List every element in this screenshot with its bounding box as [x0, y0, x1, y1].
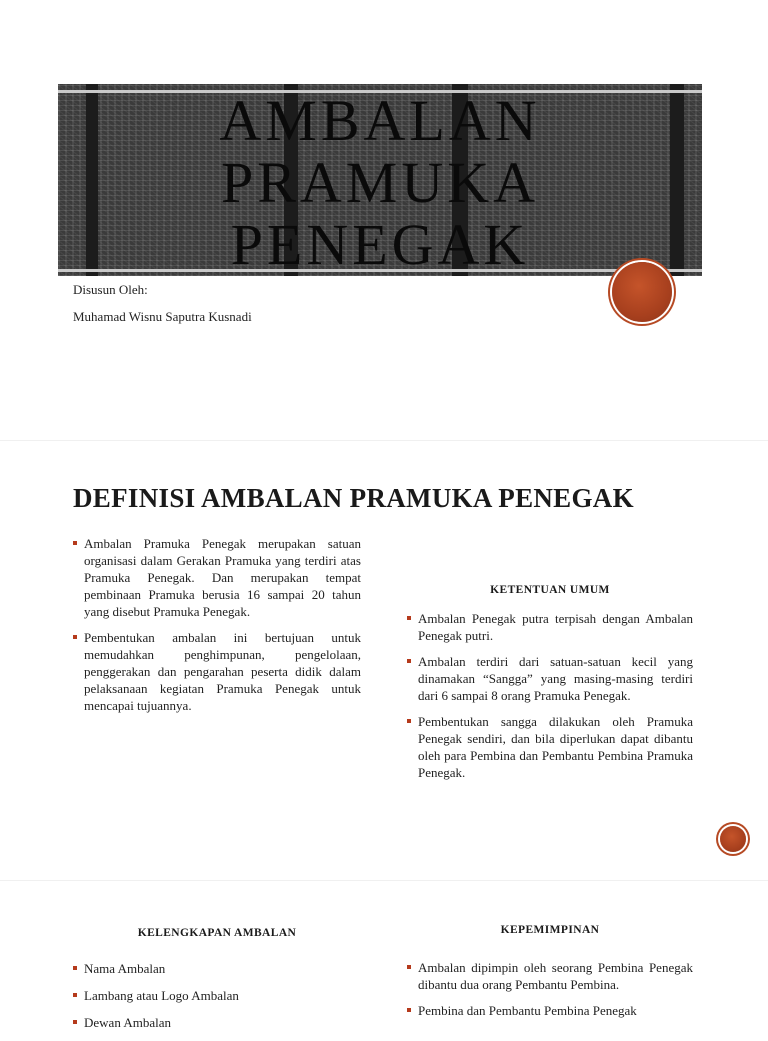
list-item: Ambalan terdiri dari satuan-satuan kecil yang dinamakan “Sangga” yang masing-masing terdiri dari 6 sampai 8 orang Pramuka Penegak.	[407, 653, 693, 704]
list-item: Lambang atau Logo Ambalan	[73, 987, 361, 1004]
completeness-slide	[0, 880, 768, 1030]
general-provisions-list	[407, 610, 693, 790]
title-banner	[58, 84, 702, 276]
definition-heading: DEFINISI AMBALAN PRAMUKA PENEGAK	[73, 483, 634, 513]
title-line-1: AMBALAN	[219, 88, 541, 153]
list-item: Ambalan dipimpin oleh seorang Pembina Penegak dibantu dua orang Pembantu Pembina.	[407, 959, 693, 993]
compiled-by-label: Disusun Oleh:	[73, 282, 148, 297]
list-item: Ambalan Pramuka Penegak merupakan satuan organisasi dalam Gerakan Pramuka yang terdiri atas Pramuka Penegak. Dan merupakan tempat pembinaan Pramuka berusia 16 sampai 20 tahun yang disebut Pramuka Penegak.	[73, 535, 361, 620]
list-item: Ambalan Penegak putra terpisah dengan Ambalan Penegak putri.	[407, 610, 693, 644]
leadership-heading: KEPEMIMPINAN	[500, 924, 600, 936]
title-line-2: PRAMUKA	[220, 150, 540, 215]
list-item: Pembentukan ambalan ini bertujuan untuk memudahkan penghimpunan, pengelolaan, penggerakan dan pengarahan peserta didik dalam pelaksanaan kegiatan Pramuka Penegak untuk mencapai tujuannya.	[73, 629, 361, 714]
definition-slide	[0, 440, 768, 881]
author-name: Muhamad Wisnu Saputra Kusnadi	[73, 309, 252, 324]
decorative-circle	[612, 262, 672, 322]
definition-list	[73, 535, 361, 723]
completeness-list	[73, 960, 361, 1041]
decorative-circle	[720, 826, 746, 852]
title-line-3: PENEGAK	[230, 212, 530, 276]
list-item: Pembina dan Pembantu Pembina Penegak	[407, 1002, 693, 1019]
list-item: Nama Ambalan	[73, 960, 361, 977]
list-item: Dewan Ambalan	[73, 1014, 361, 1031]
presentation-title	[58, 90, 702, 276]
title-slide	[0, 0, 768, 440]
list-item: Pembentukan sangga dilakukan oleh Pramuka Penegak sendiri, dan bila diperlukan dapat dibantu oleh para Pembina dan Pembantu Pembina Pramuka Penegak.	[407, 713, 693, 781]
leadership-list	[407, 959, 693, 1028]
completeness-heading: KELENGKAPAN AMBALAN	[137, 927, 297, 939]
general-provisions-heading: KETENTUAN UMUM	[490, 584, 610, 596]
